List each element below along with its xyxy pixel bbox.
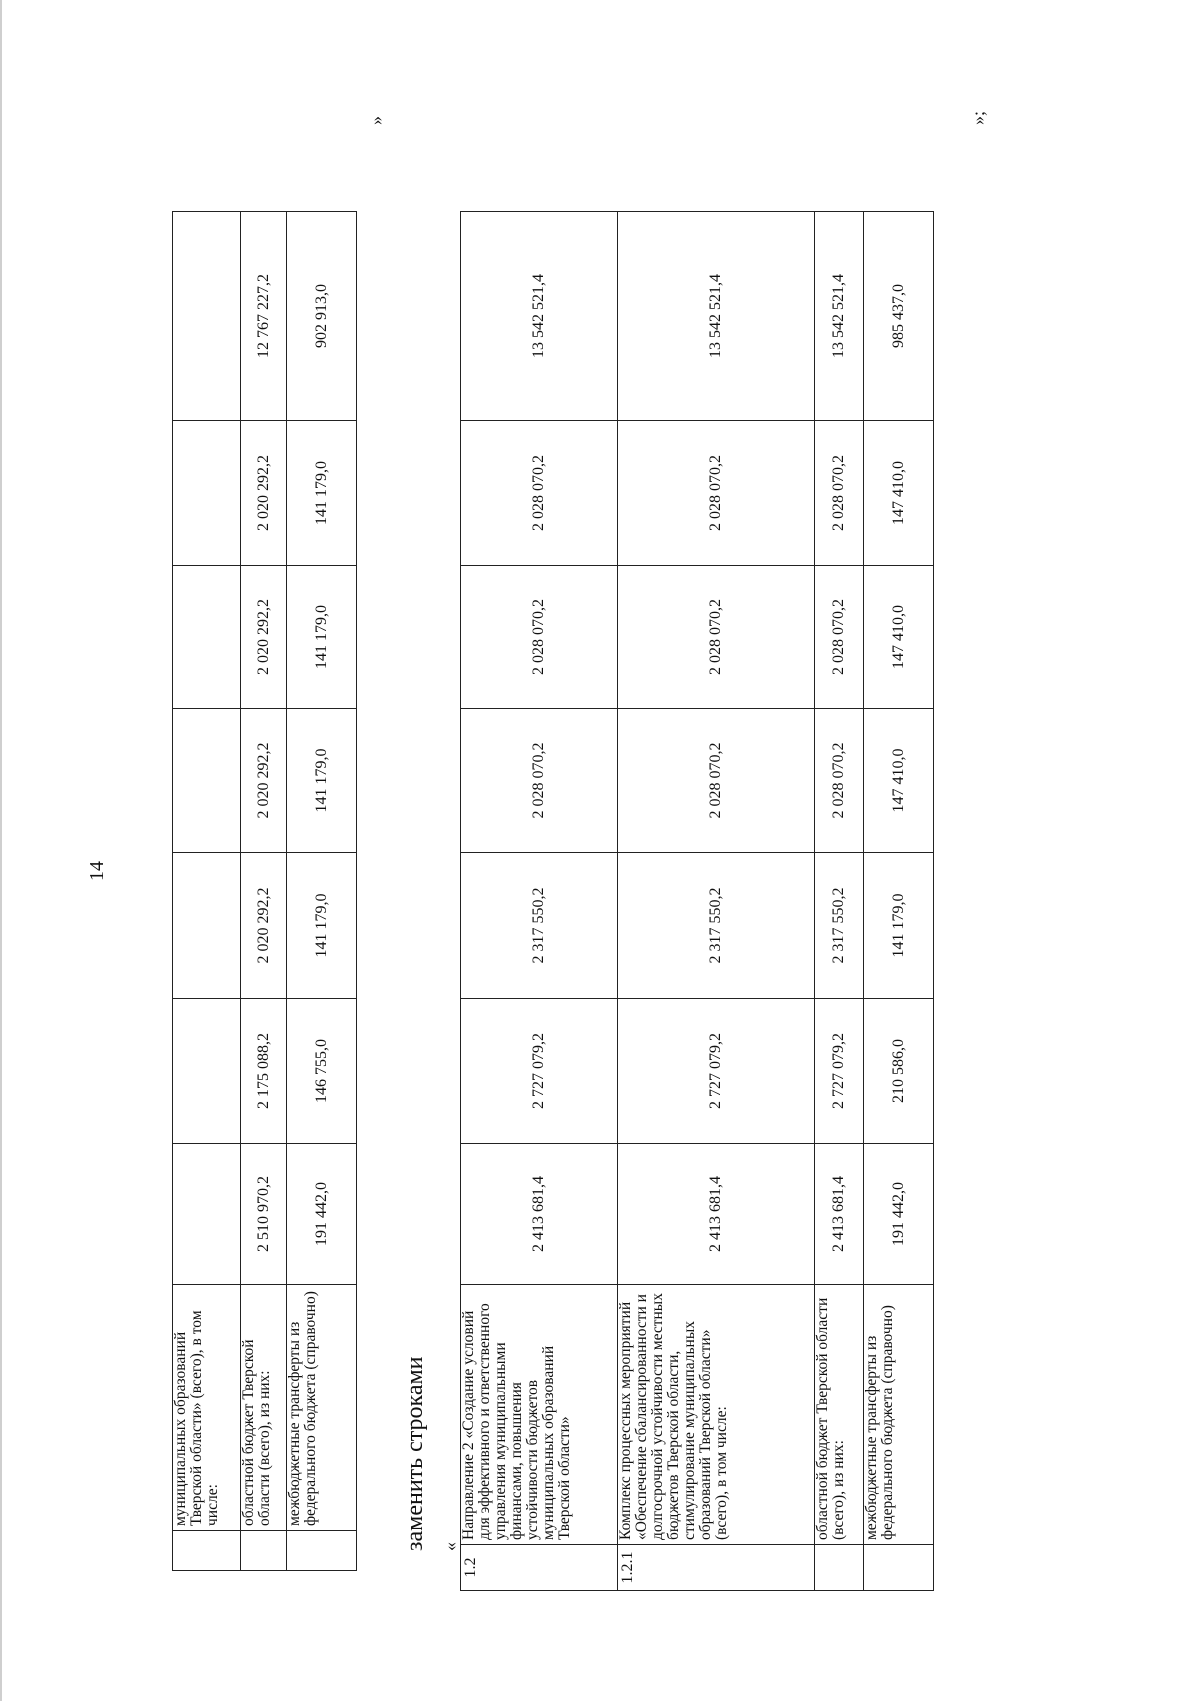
value-cell: 191 442,0 xyxy=(864,1144,934,1285)
value-cell: 2 727 079,2 xyxy=(618,999,815,1144)
table-row xyxy=(618,212,815,1591)
value-cell: 2 020 292,2 xyxy=(241,709,287,853)
value-cell: 2 028 070,2 xyxy=(815,709,864,853)
value-cell: 985 437,0 xyxy=(864,212,934,421)
row-label: областной бюджет Тверской области (всего), из них: xyxy=(241,1285,287,1531)
row-code xyxy=(241,1531,287,1571)
value-cell: 141 179,0 xyxy=(287,421,357,566)
value-cell: 13 542 521,4 xyxy=(815,212,864,421)
table-row xyxy=(815,212,864,1591)
value-cell: 2 510 970,2 xyxy=(241,1144,287,1285)
row-code: 1.2 xyxy=(461,1545,618,1591)
value-cell: 2 028 070,2 xyxy=(815,421,864,566)
row-label: областной бюджет Тверской области (всего), из них: xyxy=(815,1285,864,1545)
value-cell: 2 028 070,2 xyxy=(815,566,864,709)
row-code xyxy=(287,1531,357,1571)
value-cell: 2 028 070,2 xyxy=(461,421,618,566)
row-label: Комплекс процессных мероприятий «Обеспечение сбалансированности и долгосрочной устойчивости местных бюджетов Тверской области, стимулирование муниципальных образований Тверской области» (всего), в том числе: xyxy=(618,1285,815,1545)
value-cell: 2 413 681,4 xyxy=(618,1144,815,1285)
value-cell: 147 410,0 xyxy=(864,709,934,853)
value-cell: 2 028 070,2 xyxy=(461,566,618,709)
value-cell: 2 028 070,2 xyxy=(618,421,815,566)
row-code: 1.2.1 xyxy=(618,1545,815,1591)
value-cell: 2 175 088,2 xyxy=(241,999,287,1144)
value-cell: 13 542 521,4 xyxy=(461,212,618,421)
value-cell: 902 913,0 xyxy=(287,212,357,421)
value-cell: 13 542 521,4 xyxy=(618,212,815,421)
value-cell: 191 442,0 xyxy=(287,1144,357,1285)
table-row xyxy=(241,212,287,1571)
value-cell: 2 413 681,4 xyxy=(461,1144,618,1285)
row-code xyxy=(864,1545,934,1591)
closing-quote-semicolon: »; xyxy=(968,110,988,125)
table-row xyxy=(287,212,357,1571)
row-label: межбюджетные трансферты из федерального бюджета (справочно) xyxy=(864,1285,934,1545)
table-row xyxy=(173,212,241,1571)
value-cell: 147 410,0 xyxy=(864,566,934,709)
value-cell: 2 020 292,2 xyxy=(241,566,287,709)
value-cell: 2 028 070,2 xyxy=(461,709,618,853)
table-row xyxy=(864,212,934,1591)
value-cell: 2 727 079,2 xyxy=(815,999,864,1144)
row-label: Направление 2 «Создание условий для эффективного и ответственного управления муниципальными финансами, повышения устойчивости бюджетов муниципальных образований Тверской области» xyxy=(461,1285,618,1545)
bottom-budget-table xyxy=(460,211,934,1591)
value-cell: 2 317 550,2 xyxy=(618,853,815,999)
value-cell: 146 755,0 xyxy=(287,999,357,1144)
row-code xyxy=(173,1531,241,1571)
value-cell: 2 020 292,2 xyxy=(241,421,287,566)
value-cell: 2 727 079,2 xyxy=(461,999,618,1144)
value-cell: 2 317 550,2 xyxy=(815,853,864,999)
table-row xyxy=(461,212,618,1591)
value-cell: 12 767 227,2 xyxy=(241,212,287,421)
value-cell: 141 179,0 xyxy=(864,853,934,999)
row-code xyxy=(815,1545,864,1591)
value-cell: 141 179,0 xyxy=(287,853,357,999)
value-cell: 147 410,0 xyxy=(864,421,934,566)
closing-quote: » xyxy=(366,116,386,125)
value-cell: 2 028 070,2 xyxy=(618,566,815,709)
value-cell: 2 317 550,2 xyxy=(461,853,618,999)
row-label: межбюджетные трансферты из федерального бюджета (справочно) xyxy=(287,1285,357,1531)
value-cell: 2 413 681,4 xyxy=(815,1144,864,1285)
page-number: 14 xyxy=(86,861,108,881)
value-cell: 141 179,0 xyxy=(287,566,357,709)
value-cell: 141 179,0 xyxy=(287,709,357,853)
value-cell: 2 020 292,2 xyxy=(241,853,287,999)
top-budget-table xyxy=(172,211,357,1571)
replace-heading: заменить строками xyxy=(402,1356,428,1551)
value-cell: 210 586,0 xyxy=(864,999,934,1144)
opening-quote: « xyxy=(440,1542,460,1551)
row-label: муниципальных образований Тверской области» (всего), в том числе: xyxy=(173,1285,241,1531)
value-cell: 2 028 070,2 xyxy=(618,709,815,853)
